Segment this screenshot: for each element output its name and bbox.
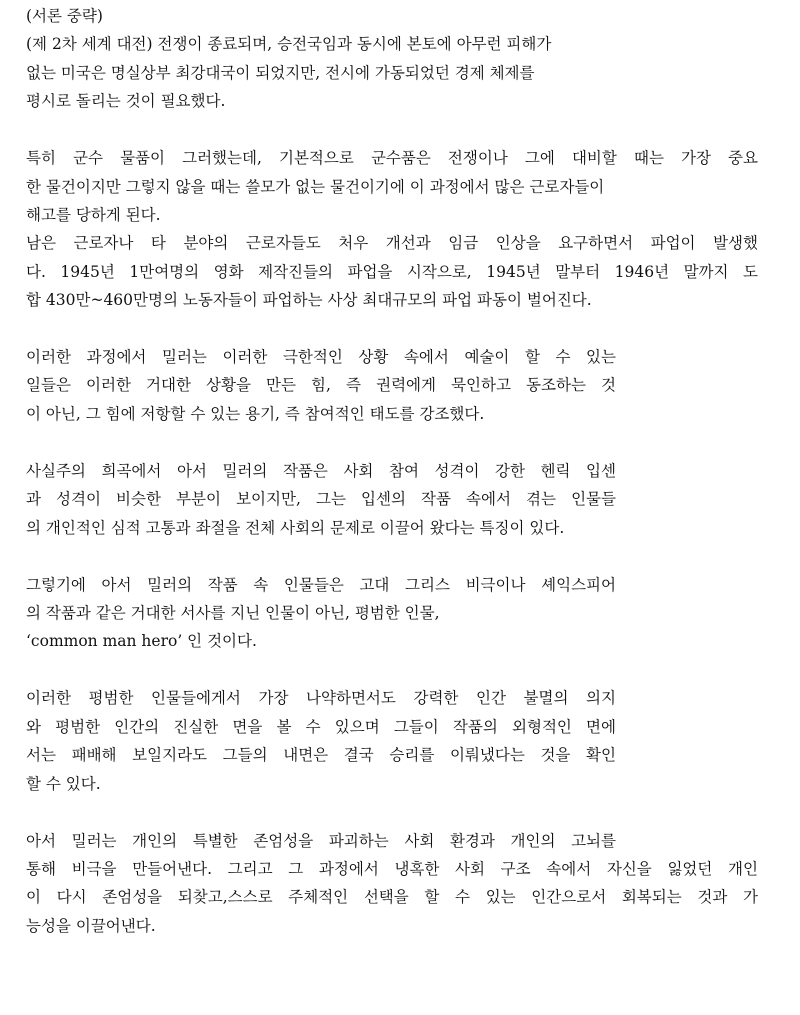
paragraph-7 — [26, 827, 766, 941]
text-line: 이 아닌, 그 힘에 저항할 수 있는 용기, 즉 참여적인 태도를 강조했다. — [26, 404, 485, 423]
text-line: 이러한 과정에서 밀러는 이러한 극한적인 상황 속에서 예술이 할 수 있는 — [26, 348, 616, 367]
text-line: 없는 미국은 명실상부 최강대국이 되었지만, 전시에 가동되었던 경제 체제를 — [26, 63, 535, 82]
text-line: 한 물건이지만 그렇지 않을 때는 쓸모가 없는 물건이기에 이 과정에서 많은 근로자들이 — [26, 177, 605, 196]
paragraph-gap — [26, 116, 766, 145]
paragraph-gap — [26, 798, 766, 827]
paragraph-2 — [26, 144, 766, 314]
text-line: 과 성격이 비슷한 부분이 보이지만, 그는 입센의 작품 속에서 겪는 인물들 — [26, 490, 616, 509]
text-line: 할 수 있다. — [26, 774, 101, 793]
paragraph-3 — [26, 343, 766, 428]
text-line: 다. 1945년 1만여명의 영화 제작진들의 파업을 시작으로, 1945년 말부터 1946년 말까지 도 — [26, 262, 758, 281]
text-line: 이 다시 존엄성을 되찾고,스스로 주체적인 선택을 할 수 있는 인간으로서 회복되는 것과 가 — [26, 888, 758, 907]
text-line: 합 430만~460만명의 노동자들이 파업하는 사상 최대규모의 파업 파동이 벌어진다. — [26, 291, 592, 310]
text-line: 사실주의 희곡에서 아서 밀러의 작품은 사회 참여 성격이 강한 헨릭 입센 — [26, 461, 616, 480]
text-line: 이러한 평범한 인물들에게서 가장 나약하면서도 강력한 인간 불멸의 의지 — [26, 689, 616, 708]
text-line: 통해 비극을 만들어낸다. 그리고 그 과정에서 냉혹한 사회 구조 속에서 자신을 잃었던 개인 — [26, 859, 758, 878]
paragraph-4 — [26, 457, 766, 542]
paragraph-6 — [26, 684, 766, 798]
text-line: 남은 근로자나 타 분야의 근로자들도 처우 개선과 임금 인상을 요구하면서 파업이 발생했 — [26, 234, 758, 253]
text-line: 평시로 돌리는 것이 필요했다. — [26, 92, 226, 111]
paragraph-gap — [26, 542, 766, 571]
paragraph-gap — [26, 315, 766, 344]
header-note: (서론 중략) — [26, 7, 103, 25]
paragraph-gap — [26, 656, 766, 685]
text-line: 의 작품과 같은 거대한 서사를 지닌 인물이 아닌, 평범한 인물, — [26, 604, 440, 623]
text-line: 일들은 이러한 거대한 상황을 만든 힘, 즉 권력에게 묵인하고 동조하는 것 — [26, 376, 616, 395]
text-line: 아서 밀러는 개인의 특별한 존엄성을 파괴하는 사회 환경과 개인의 고뇌를 — [26, 831, 616, 850]
text-line: ‘common man hero’ 인 것이다. — [26, 632, 257, 651]
text-line: 의 개인적인 심적 고통과 좌절을 전체 사회의 문제로 이끌어 왔다는 특징이 있다. — [26, 518, 565, 537]
paragraph-1 — [26, 30, 766, 115]
text-line: (제 2차 세계 대전) 전쟁이 종료되며, 승전국임과 동시에 본토에 아무런 피해가 — [26, 35, 552, 54]
text-line: 능성을 이끌어낸다. — [26, 916, 156, 935]
text-line: 해고를 당하게 된다. — [26, 205, 161, 224]
paragraph-gap — [26, 428, 766, 457]
text-line: 서는 패배해 보일지라도 그들의 내면은 결국 승리를 이뤄냈다는 것을 확인 — [26, 746, 616, 765]
paragraph-5 — [26, 571, 766, 656]
text-line: 그렇기에 아서 밀러의 작품 속 인물들은 고대 그리스 비극이나 셰익스피어 — [26, 575, 616, 594]
text-line: 와 평범한 인간의 진실한 면을 볼 수 있으며 그들이 작품의 외형적인 면에 — [26, 717, 616, 736]
document-body — [26, 2, 766, 940]
text-line: 특히 군수 물품이 그러했는데, 기본적으로 군수품은 전쟁이나 그에 대비할 때는 가장 중요 — [26, 149, 758, 168]
